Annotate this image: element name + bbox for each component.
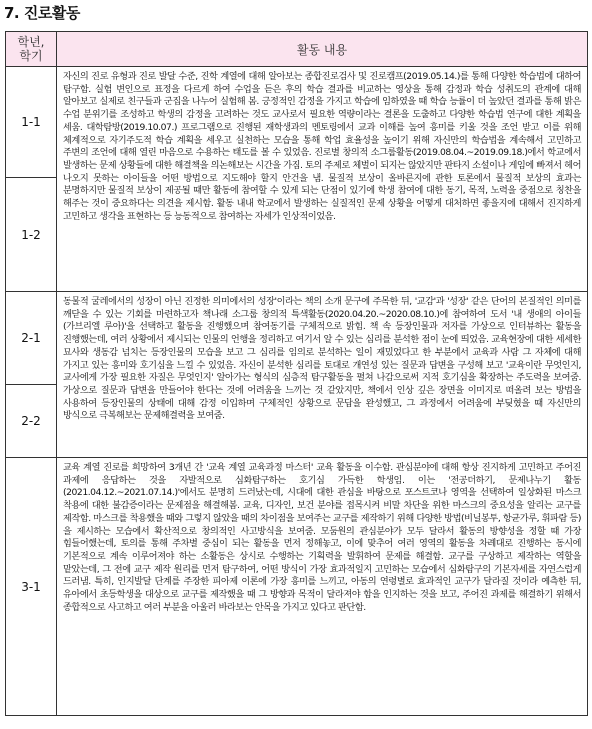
- term-cell: 2-2: [6, 385, 57, 458]
- activity-text: 동물적 굴레에서의 성장이 아닌 진정한 의미에서의 성장'이라는 책의 소개 문구에 주목한 뒤, '교감'과 '성장' 같은 단어의 본질적인 의미를 깨닫을 수 있는 기회를 마련하고자 책나래 소그룹 창의적 특색활동(2020.04.20.~2020.08.10.)에 참여하여 도서 '내 생애의 아이들(가브리엘 루아)'을 선택하고 활동을 진행했으며 참여동기를 구체적으로 밝힘. 책 속 등장인물과 저자를 가상으로 인터뷰하는 활동을 진행했는데, 여러 상황에서 제시되는 인물의 언행을 정리하고 여기서 알 수 있는 심리를 분석한 점이 눈에 띄었음. 교육현장에 대한 세세한 묘사와 생동감 넘치는 등장인물의 모습을 보고 그 심리를 임의로 분석하는 일이 재밌었다고 한 부분에서 교육과 사람 그 자체에 대해 가지고 있는 흥미와 호기심을 느낄 수 있었음. 자신이 분석한 심리를 토대로 개연성 있는 질문과 답변을 구성해 보고 '교육이란 무엇인지, 교사에게 가장 필요한 자질은 무엇인지' 알아가는 형식의 심층적 탐구활동을 펼쳐 나감으로써 지적 호기심을 확장하는 주도력을 보여줌. 가상으로 질문과 답변을 만들어야 한다는 것에 어려움을 느끼는 것 같았지만, 책에서 인상 깊은 장면을 이미지로 떠올려 보는 방법을 사용하여 등장인물의 상태에 대해 감정 이입하며 구체적인 상황으로 문답을 완성했고, 그 과정에서 어려움에 부딪혔을 때 자신만의 방식으로 극복해보는 문제해결력을 보여줌.: [63, 296, 581, 422]
- term-cell: 2-1: [6, 292, 57, 385]
- table-row: [6, 292, 588, 385]
- activity-table: [5, 31, 588, 716]
- term-cell: 1-1: [6, 67, 57, 178]
- table-header-row: [6, 32, 588, 67]
- table-row: [6, 458, 588, 716]
- activity-text: 교육 계열 진로를 희망하여 3개년 간 '교육 계열 교육과정 마스터' 교육 활동을 이수함. 관심분야에 대해 항상 진지하게 고민하고 주어진 과제에 응답하는 것을 자발적으로 심화탐구하는 호기심 가득한 학생임. 이는 '전공더하기, 문제나누기 활동(2021.04.12.~2021.07.14.)'에서도 분명히 드러났는데, 시대에 대한 관심을 바탕으로 포스트코나 영역을 선택하여 일상화된 마스크 착용에 대한 불감증이라는 문제점을 해결해봄. 교육, 디자인, 보건 분야를 접목시켜 비말 차단을 위한 마스크의 중요성을 알리는 교구를 제작함. 마스크를 착용했을 때와 그렇지 않았을 때의 차이점을 보여주는 교구를 제작하기 위해 다양한 방법(비닐봉투, 항균가루, 휘파람 등)을 제시하는 모습에서 확산적으로 창의적인 사고방식을 보여줌. 모둠원의 관심분야가 모두 달라서 활동의 방향성을 정할 때 가장 힘들어했는데, 토의를 통해 주차별 중심이 되는 활동을 먼저 정해놓고, 이에 맞추어 여러 영역의 활동을 차례대로 진행하는 동시에 기본적으로 계속 이루어져야 하는 소활동은 상시로 수행하는 기획력을 발휘하여 문제를 해결함. 교구를 구상하고 제작하는 역할을 맡았는데, 그 전에 교구 제작 원리를 먼저 탐구하여, 어떤 방식이 가장 효과적일지 고민하는 모습에서 심화탐구의 기본자세를 자연스럽게 드러냄. 특히, 인지발달 단계를 주장한 피아제 이론에 가장 흥미를 느끼고, 아동의 연령별로 효과적인 교구가 달라질 것이라 예측한 뒤, 유아에서 초등학생을 대상으로 교구를 제작했을 때 그 방향과 목적이 달라져야 함을 인지하는 것을 보고, 주어진 과제를 해결하기 위해서 종합적으로 사고하고 여러 부분을 아울러 바라보는 안목을 가지고 있다고 판단함.: [63, 462, 581, 613]
- term-header-line1: 학년,: [17, 35, 45, 49]
- term-header: [6, 32, 57, 67]
- content-cell: [57, 67, 588, 292]
- term-header-line2: 학기: [19, 49, 43, 63]
- term-cell: 1-2: [6, 178, 57, 292]
- content-cell: [57, 292, 588, 458]
- table-row: [6, 67, 588, 178]
- activity-text: 자신의 진로 유형과 진로 발달 수준, 진학 계열에 대해 알아보는 종합진로검사 및 진로캠프(2019.05.14.)를 통해 다양한 학습법에 대하여 탐구함. 실험 변인으로 표정을 다르게 하여 수업을 듣은 후의 학습 결과를 비교하는 영상을 통해 감정과 학습 성취도의 관계에 대해 알아보고 실제로 친구들과 군집을 나누어 실험해 봄. 긍정적인 감정을 가지고 학습에 임하였을 때 학습 능률이 더 높았던 결과를 통해 밝은 수업 분위기를 조성하고 학생의 감정을 고려하는 것도 교사로서 필요한 역량이라는 결론을 도출하고 다양한 학습법 연구에 대한 계획을 세움. 대학탐방(2019.10.07.) 프로그램으로 진행된 재학생과의 멘토링에서 교과 이해를 높여 흥미를 키울 것을 조언 받고 이를 위해 체계적으로 자기주도적 학습 계획을 세우고 실천하는 모습을 통해 학업 효율성을 높이기 위해 자신만의 학습법을 계속해서 고민하고 주변의 조언에 대해 열린 마음으로 수용하는 태도를 볼 수 있었음. 진로별 창의적 소그룹활동(2019.08.04.~2019.09.18.)에서 학교에서 발생하는 문제 상황들에 대한 해결책을 의논해보는 시간을 가짐. 토의 주제로 체벌이 되지는 않았지만 판타지 소설이나 게임에 빠져서 헤어 나오지 못하는 아이들을 어떤 방법으로 지도해야 할지 안건을 냄. 물질적 보상이 올바른지에 관한 토론에서 물질적 보상의 효과는 분명하지만 물질적 보상이 제공될 때만 활동에 참여할 수 있게 되는 단점이 있기에 학생 참여에 대한 동기, 목적, 노력을 중점으로 칭찬을 해주는 것이 중요하다는 의견을 제시함. 활동 내내 학교에서 발생하는 실질적인 문제 상황을 어떻게 대처하면 좋을지에 대해서 진지하게 고민하고 생각을 표현하는 등 능동적으로 참여하는 자세가 인상적이었음.: [63, 71, 581, 222]
- section-title: 7. 진로활동: [4, 4, 80, 22]
- term-cell: 3-1: [6, 458, 57, 716]
- content-cell: [57, 458, 588, 716]
- content-header: 활동 내용: [57, 32, 588, 67]
